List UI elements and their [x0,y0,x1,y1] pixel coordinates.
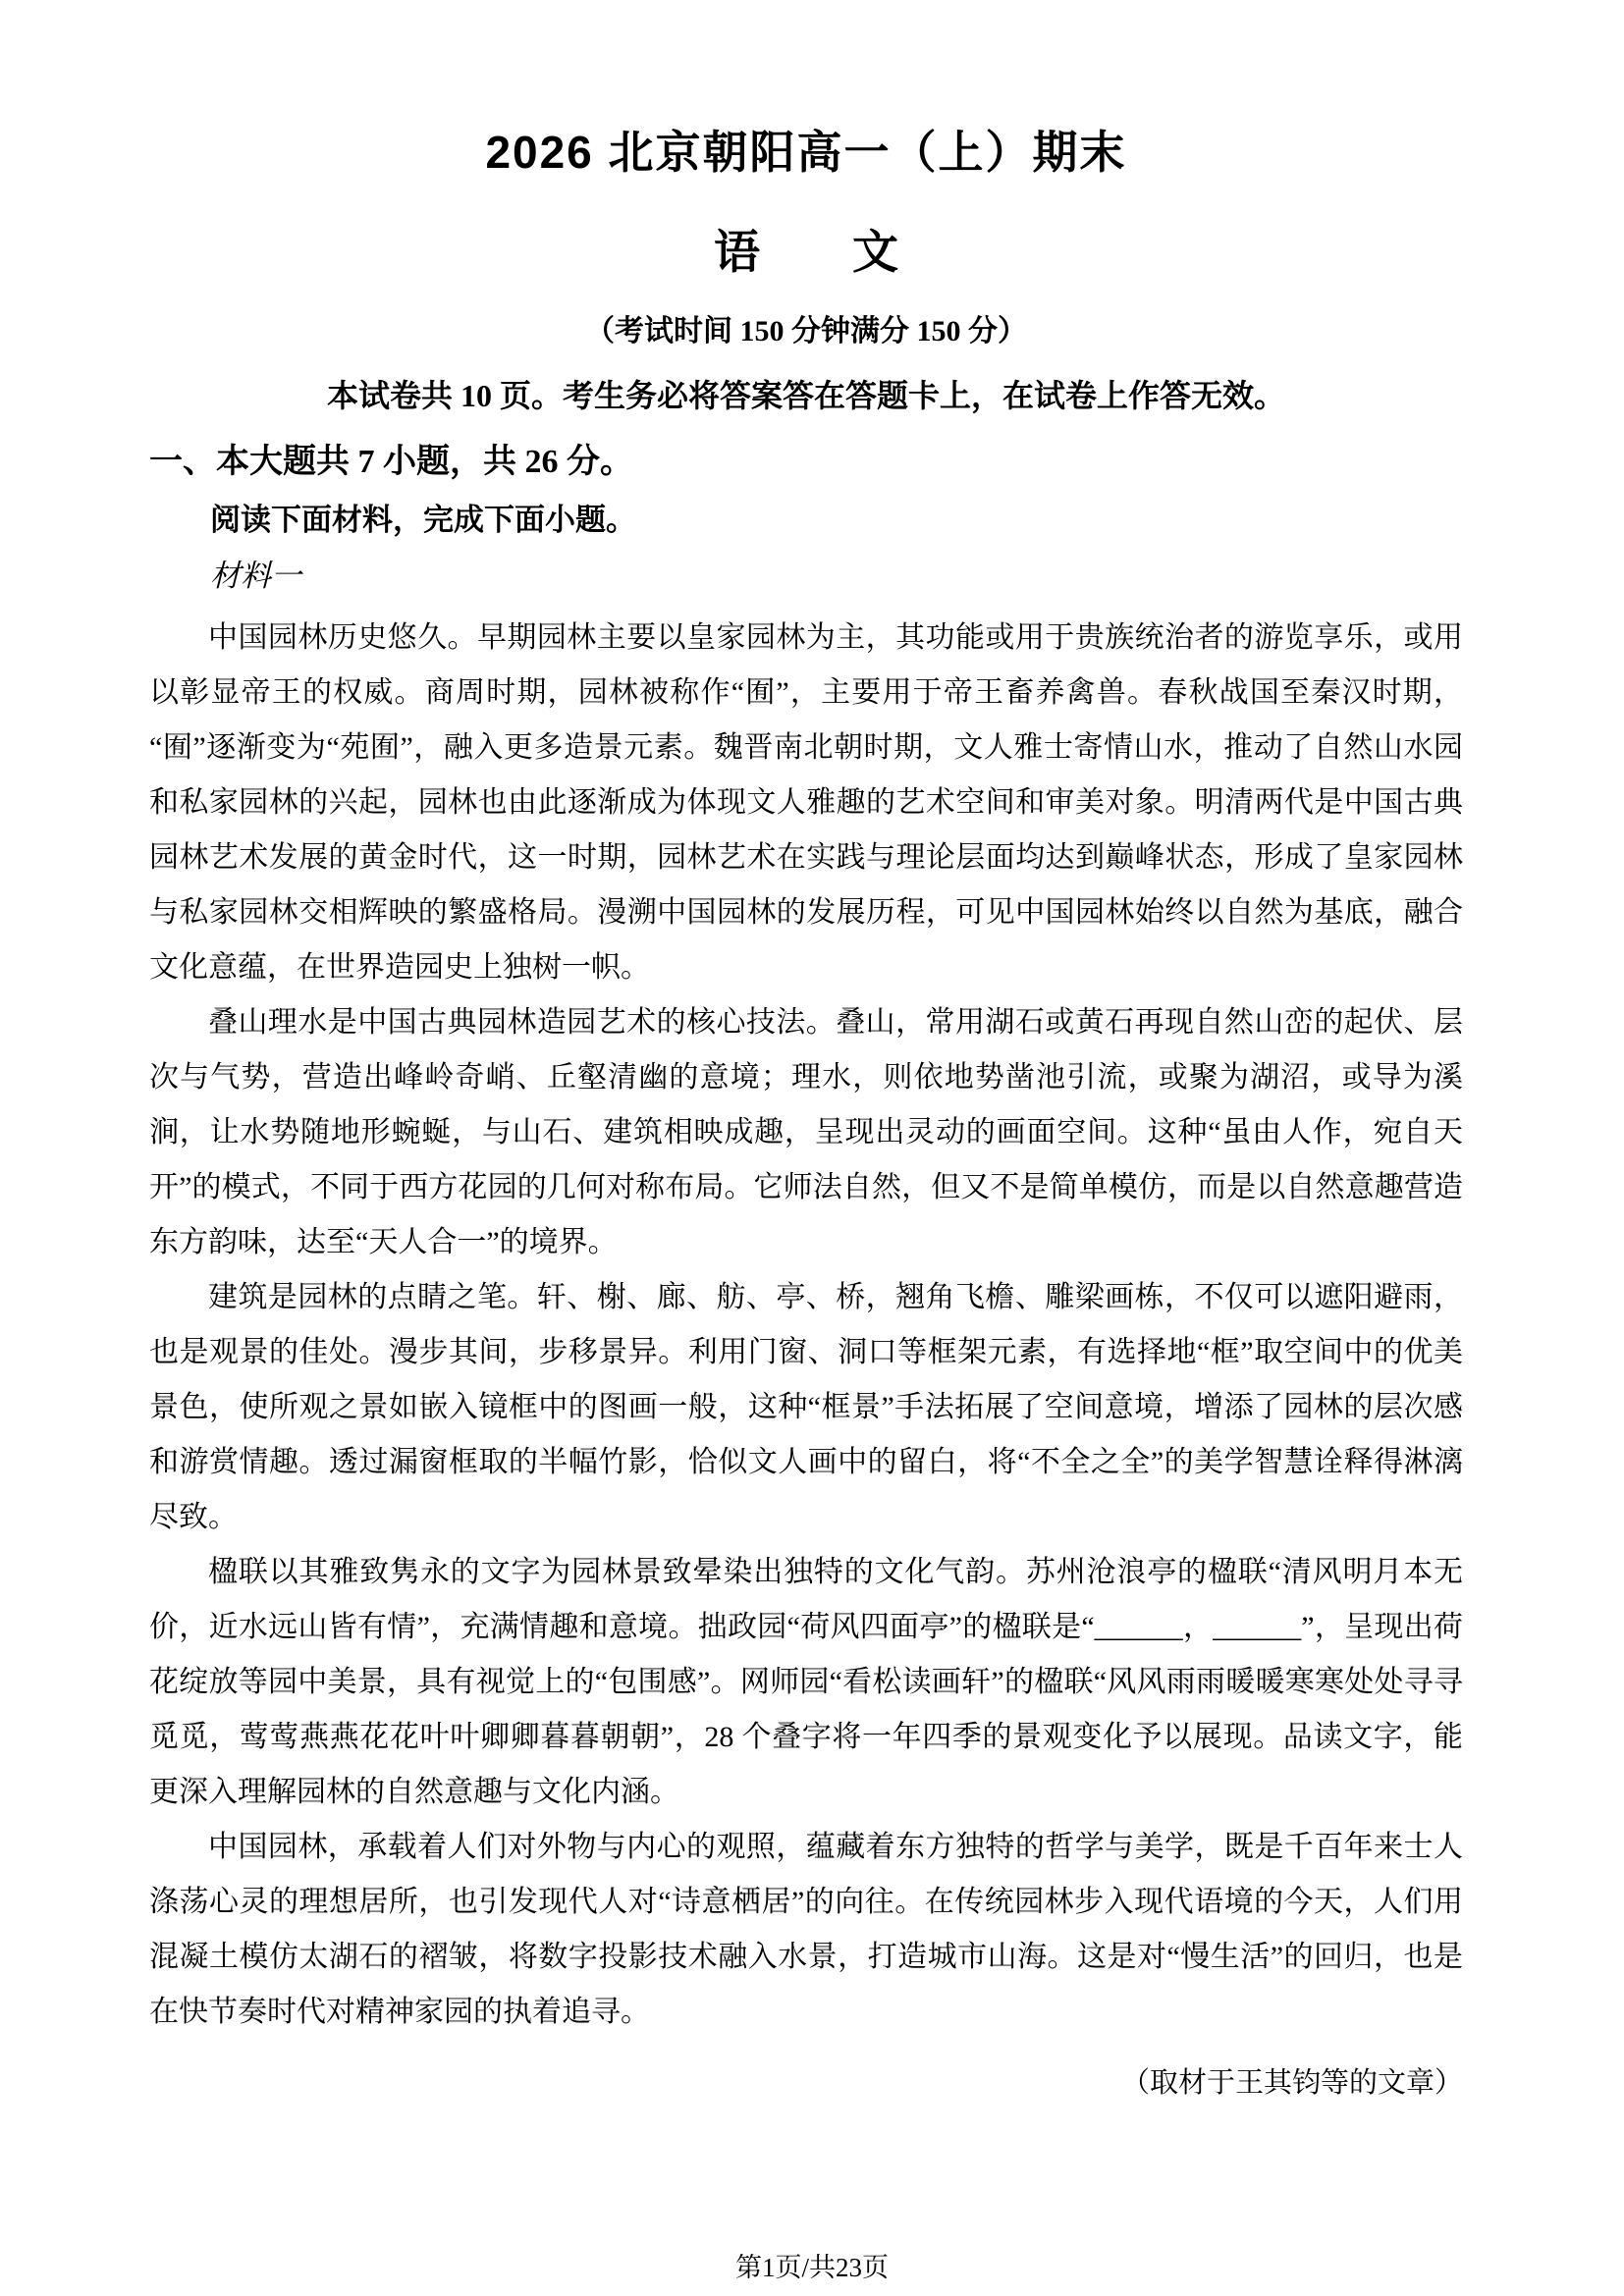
material-paragraph: 叠山理水是中国古典园林造园艺术的核心技法。叠山，常用湖石或黄石再现自然山峦的起伏、层次与气势，营造出峰岭奇峭、丘壑清幽的意境；理水，则依地势凿池引流，或聚为湖沼，或导为溪涧，让水势随地形蜿蜒，与山石、建筑相映成趣，呈现出灵动的画面空间。这种“虽由人作，宛自天开”的模式，不同于西方花园的几何对称布局。它师法自然，但又不是简单模仿，而是以自然意趣营造东方韵味，达至“天人合一”的境界。 [149,1006,1463,1258]
page-content [0,124,1624,2110]
subject-title: 语 文 [714,226,898,278]
reading-instruction: 阅读下面材料，完成下面小题。 [210,503,636,537]
material-paragraph: 中国园林历史悠久。早期园林主要以皇家园林为主，其功能或用于贵族统治者的游览享乐，或用以彰显帝王的权威。商周时期，园林被称作“囿”，主要用于帝王畜养禽兽。春秋战国至秦汉时期，“囿”逐渐变为“苑囿”，融入更多造景元素。魏晋南北朝时期，文人雅士寄情山水，推动了自然山水园和私家园林的兴起，园林也由此逐渐成为体现文人雅趣的艺术空间和审美对象。明清两代是中国古典园林艺术发展的黄金时代，这一时期，园林艺术在实践与理论层面均达到巅峰状态，形成了皇家园林与私家园林交相辉映的繁盛格局。漫溯中国园林的发展历程，可见中国园林始终以自然为基底，融合文化意蕴，在世界造园史上独树一帜。 [149,621,1463,984]
material-one-label: 材料一 [210,559,301,593]
section-one-heading: 一、本大题共 7 小题，共 26 分。 [149,444,633,480]
source-attribution: （取材于王其钧等的文章） [1120,2067,1463,2099]
answer-sheet-notice: 本试卷共 10 页。考生务必将答案答在答题卡上，在试卷上作答无效。 [326,378,1285,413]
material-paragraph: 楹联以其雅致隽永的文字为园林景致晕染出独特的文化气韵。苏州沧浪亭的楹联“清风明月本无价，近水远山皆有情”，充满情趣和意境。拙政园“荷风四面亭”的楹联是“______，______”，呈现出荷花绽放等园中美景，具有视觉上的“包围感”。网师园“看松读画轩”的楹联“风风雨雨暖暖寒寒处处寻寻觅觅，莺莺燕燕花花叶叶卿卿暮暮朝朝”，28 个叠字将一年四季的景观变化予以展现。品读文字，能更深入理解园林的自然意趣与文化内涵。 [149,1556,1463,1808]
material-one-body [149,611,1463,2040]
page-number-footer: 第1页/共23页 [734,2253,889,2282]
page-title: 2026 北京朝阳高一（上）期末 [485,127,1127,178]
material-paragraph: 中国园林，承载着人们对外物与内心的观照，蕴藏着东方独特的哲学与美学，既是千百年来士人涤荡心灵的理想居所，也引发现代人对“诗意栖居”的向往。在传统园林步入现代语境的今天，人们用混凝土模仿太湖石的褶皱，将数字投影技术融入水景，打造城市山海。这是对“慢生活”的回归，也是在快节奏时代对精神家园的执着追寻。 [149,1831,1463,2028]
material-paragraph: 建筑是园林的点睛之笔。轩、榭、廊、舫、亭、桥，翘角飞檐、雕梁画栋，不仅可以遮阳避雨，也是观景的佳处。漫步其间，步移景异。利用门窗、洞口等框架元素，有选择地“框”取空间中的优美景色，使所观之景如嵌入镜框中的图画一般，这种“框景”手法拓展了空间意境，增添了园林的层次感和游赏情趣。透过漏窗框取的半幅竹影，恰似文人画中的留白，将“不全之全”的美学智慧诠释得淋漓尽致。 [149,1281,1463,1533]
exam-duration-note: （考试时间 150 分钟满分 150 分） [585,315,1027,347]
